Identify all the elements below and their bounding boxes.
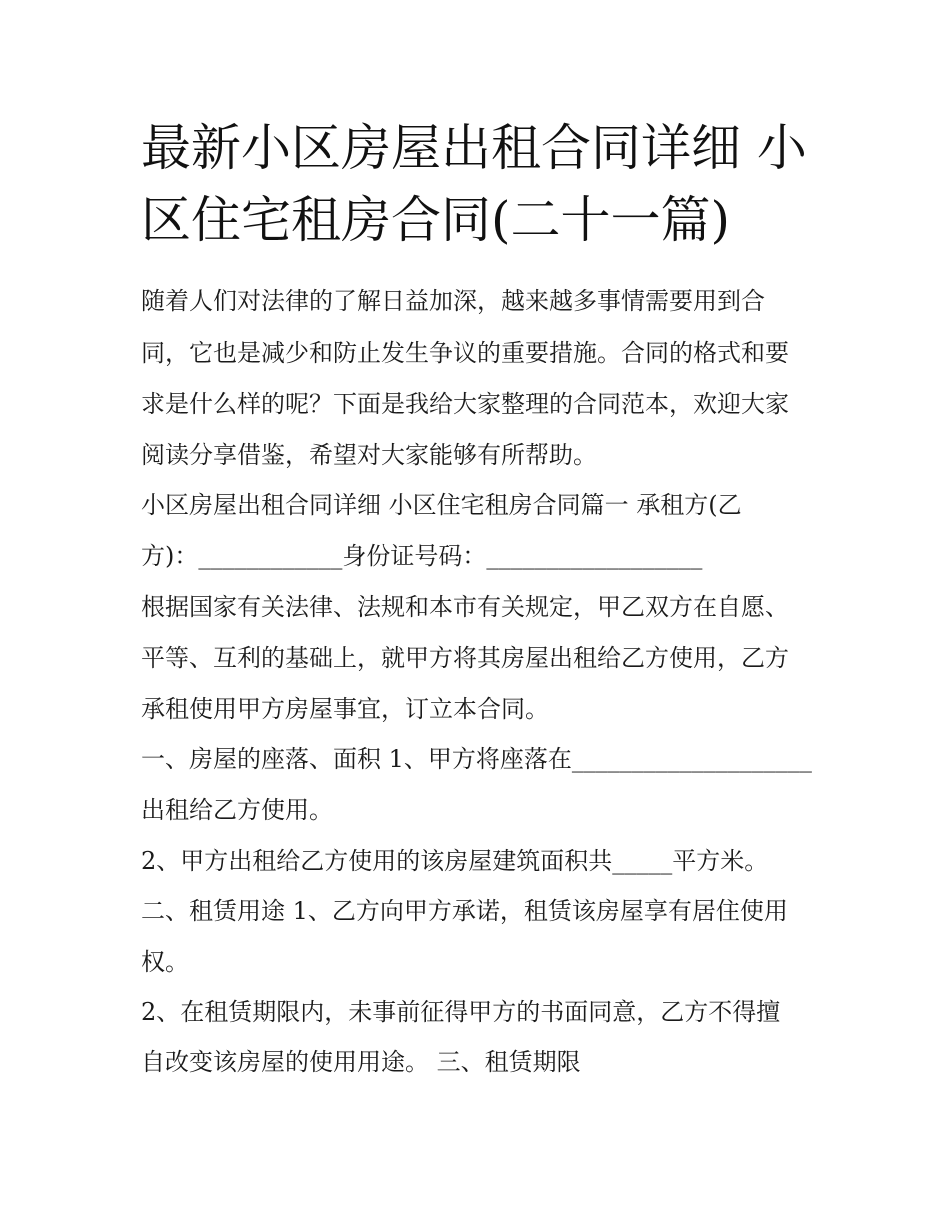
body-line: 权。 xyxy=(141,948,189,976)
body-line: 方)：____________身份证号码：__________________ xyxy=(141,542,703,570)
body-line: 2、在租赁期限内，未事前征得甲方的书面同意，乙方不得擅 xyxy=(141,998,781,1026)
title-line: 区住宅租房合同(二十一篇) xyxy=(141,191,731,249)
document-title xyxy=(141,112,821,256)
body-line: 阅读分享借鉴，希望对大家能够有所帮助。 xyxy=(141,441,597,469)
body-line: 同，它也是减少和防止发生争议的重要措施。合同的格式和要 xyxy=(141,339,789,367)
body-line: 出租给乙方使用。 xyxy=(141,796,333,824)
title-line: 最新小区房屋出租合同详细 小 xyxy=(141,119,807,177)
body-line: 小区房屋出租合同详细 小区住宅租房合同篇一 承租方(乙 xyxy=(141,491,742,519)
body-line: 平等、互利的基础上，就甲方将其房屋出租给乙方使用，乙方 xyxy=(141,644,789,672)
body-line: 随着人们对法律的了解日益加深，越来越多事情需要用到合 xyxy=(141,287,765,315)
body-line: 二、租赁用途 1、乙方向甲方承诺，租赁该房屋享有居住使用 xyxy=(141,897,788,925)
body-line: 一、房屋的座落、面积 1、甲方将座落在____________________ xyxy=(141,745,812,773)
body-line: 自改变该房屋的使用用途。 三、租赁期限 xyxy=(141,1048,581,1076)
body-line: 根据国家有关法律、法规和本市有关规定，甲乙双方在自愿、 xyxy=(141,593,789,621)
body-line: 2、甲方出租给乙方使用的该房屋建筑面积共_____平方米。 xyxy=(141,847,769,875)
body-line: 求是什么样的呢？下面是我给大家整理的合同范本，欢迎大家 xyxy=(141,390,789,418)
body-line: 承租使用甲方房屋事宜，订立本合同。 xyxy=(141,695,549,723)
